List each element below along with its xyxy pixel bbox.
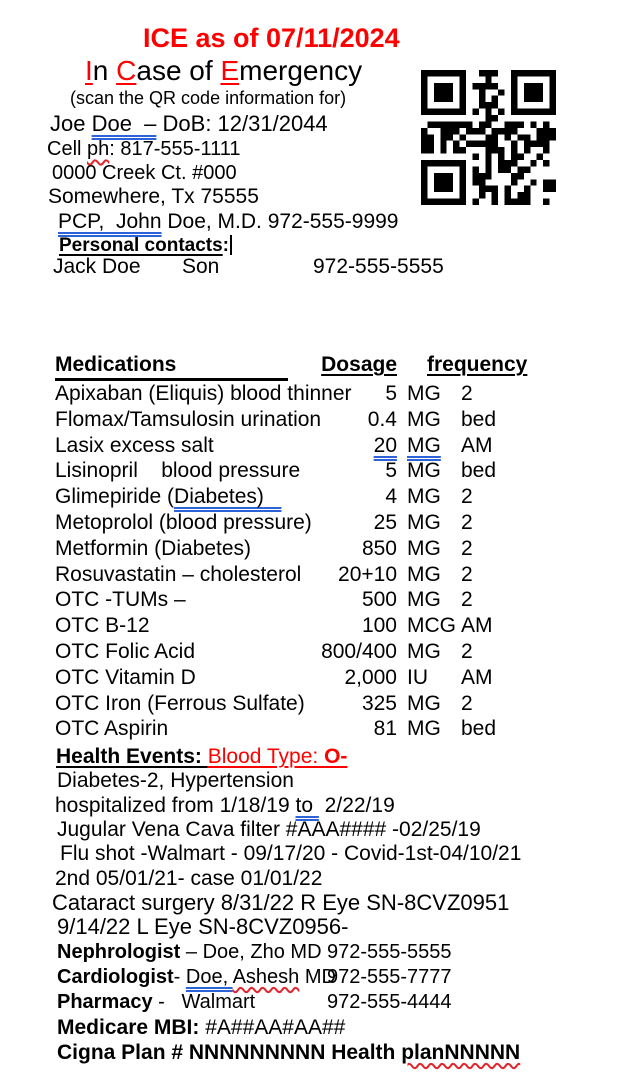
dose-value: 0.4 (367, 407, 397, 431)
text-segment: Doe – (91, 111, 157, 136)
medication-name (55, 691, 317, 717)
text-segment: Jugular Vena Cava filter #AAA#### -02/25/19 (57, 818, 481, 842)
medication-frequency: 2 (461, 639, 473, 663)
medication-frequency: 2 (461, 691, 473, 715)
medication-frequency: 2 (461, 536, 473, 560)
dose-unit: MG (407, 562, 441, 586)
text-segment: Doe, M.D. 972-555-9999 (161, 210, 399, 233)
medication-dose (317, 381, 397, 407)
text-segment: Diabetes-2, Hypertension (57, 769, 294, 793)
medication-frequency: bed (461, 407, 497, 431)
medication-unit (397, 407, 449, 433)
text-segment: O- (324, 745, 348, 769)
text-segment: OTC Iron (Ferrous Sulfate) (55, 691, 305, 715)
text-segment: E (220, 55, 240, 86)
medication-frequency: AM (461, 614, 493, 638)
medication-frequency: AM (461, 665, 493, 689)
contact-row[interactable] (53, 256, 632, 278)
text-segment: Ashesh (232, 965, 300, 988)
text-segment: Glimepiride ( (55, 485, 175, 509)
medication-row[interactable] (55, 536, 632, 562)
text-segment: Metformin (Diabetes) (55, 536, 252, 560)
medication-unit (397, 691, 449, 717)
medication-row[interactable] (55, 562, 632, 588)
medication-unit (397, 536, 449, 562)
medication-name (55, 587, 317, 613)
medication-dose (317, 458, 397, 484)
dose-unit: MCG (407, 614, 456, 638)
medicare-mbi-line[interactable] (57, 1015, 632, 1040)
text-segment: ph (87, 138, 110, 160)
insurance-plan-line[interactable] (57, 1040, 632, 1065)
medication-row[interactable] (55, 665, 632, 691)
dose-value: 20+10 (338, 562, 397, 586)
medication-row[interactable] (55, 587, 632, 613)
text-segment: Apixaban (Eliquis) blood thinner (55, 382, 352, 405)
dose-value: 4 (385, 485, 397, 509)
dose-value: 20 (373, 433, 397, 457)
text-segment: Cardiologist (57, 965, 174, 988)
text-segment: - (173, 965, 186, 988)
text-segment: 2nd 05/01/21- case 01/01/22 (55, 866, 323, 890)
medication-dose (317, 716, 397, 742)
provider-name (57, 965, 336, 990)
text-segment: MD (299, 965, 336, 988)
qr-code (421, 70, 556, 205)
dose-unit: MG (407, 510, 441, 534)
text-segment: Cell (47, 138, 88, 160)
text-caret (230, 235, 232, 255)
footer-block (0, 1015, 632, 1065)
dose-unit: MG (407, 485, 441, 509)
text-segment: 2/22/19 (318, 793, 395, 817)
text-segment: OTC Aspirin (55, 717, 169, 741)
medication-dose (317, 510, 397, 536)
medication-unit (397, 433, 449, 459)
medication-row[interactable] (55, 433, 632, 459)
medication-name (55, 562, 317, 588)
medication-dose (317, 562, 397, 588)
medication-unit (397, 484, 449, 510)
text-segment: - Walmart (152, 990, 256, 1013)
text-segment: Cigna Plan # NNNNNNNNN Health (57, 1040, 402, 1064)
medication-dose (317, 536, 397, 562)
medication-dose (317, 665, 397, 691)
health-events-heading[interactable] (56, 745, 632, 769)
medication-unit (397, 458, 449, 484)
text-segment: Personal contacts (59, 235, 223, 256)
dose-value: 5 (385, 382, 397, 405)
provider-phone: 972-555-5555 (327, 940, 452, 963)
text-segment: 0000 Creek Ct. #000 (52, 162, 237, 184)
medication-dose (317, 691, 397, 717)
qr-scan-hint: (scan the QR code information for) (70, 88, 347, 108)
contact-relation: Son (182, 255, 220, 278)
medication-unit (397, 716, 449, 742)
medication-frequency: 2 (461, 588, 473, 612)
contact-phone: 972-555-5555 (313, 255, 444, 278)
medication-row[interactable] (55, 639, 632, 665)
medication-row[interactable] (55, 716, 632, 742)
text-segment (264, 485, 282, 508)
text-segment: OTC Vitamin D (55, 665, 196, 689)
provider-phone: 972-555-7777 (327, 965, 452, 988)
text-segment: mergency (239, 55, 363, 86)
health-events-block (0, 745, 632, 939)
dose-value: 325 (361, 691, 397, 715)
pharmacy-row[interactable] (57, 990, 632, 1015)
medication-frequency: 2 (461, 510, 473, 534)
dose-value: 25 (373, 510, 397, 534)
provider-phone: 972-555-4444 (327, 990, 452, 1013)
text-segment: ase of (136, 55, 221, 86)
medication-row[interactable] (55, 510, 632, 536)
medication-name (55, 433, 317, 459)
text-segment: Metoprolol (blood pressure) (55, 510, 312, 534)
medications-header-row[interactable] (55, 352, 632, 381)
medication-dose (317, 407, 397, 433)
frequency-column-header: frequency (427, 353, 528, 376)
dose-unit: MG (407, 407, 441, 431)
medication-row[interactable] (55, 691, 632, 717)
text-segment: Flu shot -Walmart - 09/17/20 - Covid-1st-04/10/21 (60, 842, 522, 866)
text-segment: C (116, 55, 137, 86)
conditions-line[interactable] (57, 769, 632, 793)
medication-name (55, 639, 317, 665)
medication-dose (317, 639, 397, 665)
text-segment: – Doe, Zho MD (180, 940, 322, 963)
text-segment: hospitalized from 1/18/19 (55, 793, 296, 817)
dose-unit: MG (407, 639, 441, 663)
document-title: ICE as of 07/11/2024 (143, 23, 400, 53)
text-segment: 9/14/22 L Eye SN-8CVZ0956- (57, 914, 349, 940)
medication-unit (397, 562, 449, 588)
medication-name (55, 510, 317, 536)
text-segment: : (222, 235, 229, 256)
medication-unit (397, 587, 449, 613)
medication-name (55, 407, 322, 433)
dose-value: 2,000 (344, 665, 397, 689)
text-segment: OTC -TUMs – (55, 588, 186, 612)
text-segment: OTC Folic Acid (55, 639, 196, 663)
medication-name (55, 716, 317, 742)
medication-frequency: bed (461, 717, 497, 741)
dose-unit: MG (407, 588, 441, 612)
medication-name (55, 458, 317, 484)
medication-unit (397, 665, 449, 691)
medication-name (55, 613, 317, 639)
text-segment: planNNNNN (401, 1040, 521, 1064)
medication-unit (397, 639, 449, 665)
text-segment: Lisinopril blood pressure (55, 459, 301, 483)
text-segment: Flomax/Tamsulosin urination (55, 407, 322, 431)
text-segment: : 817-555-1111 (109, 138, 241, 160)
text-segment: Rosuvastatin – cholesterol (55, 562, 302, 586)
text-segment: to (295, 793, 319, 817)
medications-table (55, 352, 632, 742)
contact-name: Jack Doe (53, 255, 141, 278)
cataract-left-eye-line[interactable] (57, 915, 632, 939)
personal-contacts-heading[interactable] (59, 235, 632, 256)
medication-frequency: 2 (461, 562, 473, 586)
dose-value: 100 (361, 614, 397, 638)
dose-value: 800/400 (321, 639, 397, 663)
medication-frequency: bed (461, 459, 497, 483)
medication-name (55, 665, 317, 691)
medication-frequency: AM (461, 433, 493, 457)
text-segment: Cataract surgery 8/31/22 R Eye SN-8CVZ0951 (52, 889, 510, 915)
text-segment: Health Events: (56, 745, 208, 769)
cardiologist-row[interactable] (57, 965, 632, 990)
text-segment: Doe, (185, 965, 233, 988)
text-segment: Blood Type: (207, 745, 325, 769)
hospitalized-line[interactable] (55, 794, 632, 818)
medication-row[interactable] (55, 458, 632, 484)
medication-dose (317, 433, 397, 459)
text-segment: Joe (50, 111, 92, 136)
dose-unit: MG (407, 433, 441, 457)
dose-unit: MG (407, 691, 441, 715)
medication-unit (397, 613, 456, 639)
text-segment: Lasix excess salt (55, 433, 214, 457)
provider-name (57, 990, 327, 1015)
text-segment: DoB: 12/31/2044 (156, 111, 328, 136)
medication-name (55, 381, 352, 407)
dosage-column-header: Dosage (321, 353, 397, 376)
nephrologist-row[interactable] (57, 940, 632, 965)
dose-value: 5 (385, 459, 397, 483)
text-segment: OTC B-12 (55, 614, 150, 638)
provider-name (57, 940, 327, 965)
dose-unit: MG (407, 717, 441, 741)
text-segment: I (85, 55, 93, 86)
dose-unit: MG (407, 459, 441, 483)
medication-frequency: 2 (461, 382, 473, 405)
medication-frequency: 2 (461, 485, 473, 509)
dose-value: 850 (361, 536, 397, 560)
dose-value: 500 (361, 588, 397, 612)
dose-unit: IU (407, 665, 428, 689)
medication-name (55, 536, 317, 562)
dose-value: 81 (373, 717, 397, 741)
medications-rows (55, 381, 632, 742)
vaccination-line[interactable] (60, 842, 632, 866)
medication-name (55, 484, 317, 510)
text-segment: Medicare MBI: (57, 1015, 206, 1039)
medication-row[interactable] (55, 407, 632, 433)
cataract-right-eye-line[interactable] (52, 891, 632, 915)
medications-column-header: Medications (55, 352, 317, 381)
text-segment: n (92, 55, 117, 86)
medication-row[interactable] (55, 484, 632, 510)
dose-unit: MG (407, 536, 441, 560)
text-segment: Nephrologist (57, 940, 181, 963)
covid-case-line[interactable] (55, 867, 632, 891)
medication-dose (317, 484, 397, 510)
text-segment: PCP, John (58, 210, 162, 233)
ivc-filter-line[interactable] (57, 818, 632, 842)
text-segment: #A##AA#AA## (205, 1015, 346, 1039)
text-segment: Diabetes) (174, 485, 264, 509)
medication-row[interactable] (55, 381, 632, 407)
text-segment: Somewhere, Tx 75555 (48, 185, 259, 208)
dose-unit: MG (407, 382, 441, 405)
medication-row[interactable] (55, 613, 632, 639)
medication-unit (397, 381, 449, 407)
medication-unit (397, 510, 449, 536)
text-segment: Pharmacy (57, 990, 153, 1013)
providers-block (0, 940, 632, 1015)
pcp-line[interactable] (58, 209, 632, 235)
medication-dose (317, 587, 397, 613)
medication-dose (317, 613, 397, 639)
